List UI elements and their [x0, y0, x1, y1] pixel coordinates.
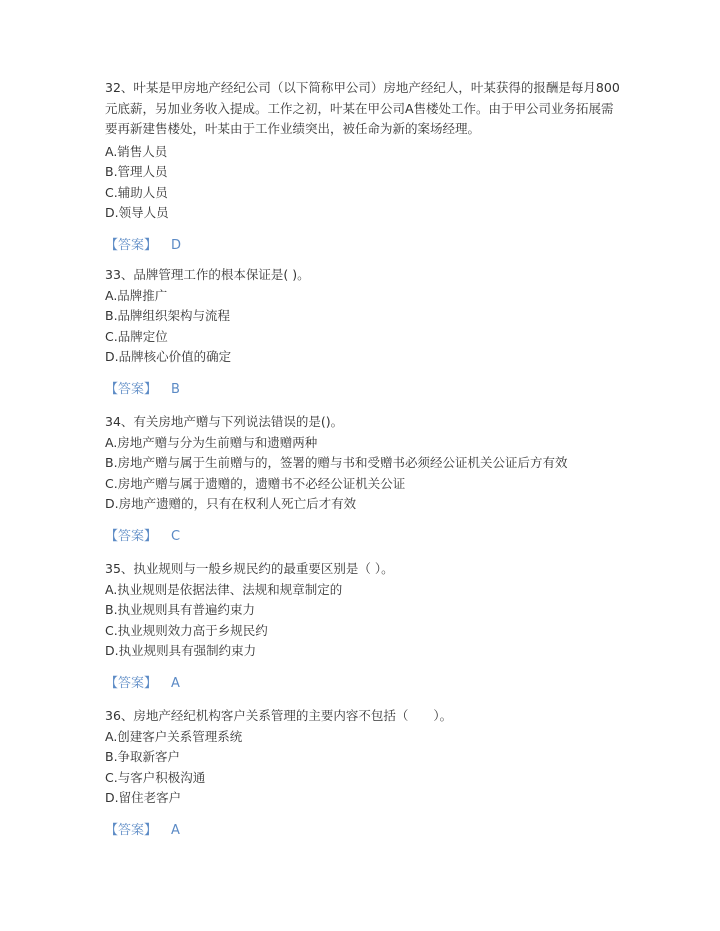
option-a: A.房地产赠与分为生前赠与和遗赠两种 — [105, 434, 318, 450]
answer-line — [105, 236, 620, 256]
answer-value: D — [171, 237, 182, 253]
answer-label: 【答案】 — [105, 381, 158, 397]
option-d: D.品牌核心价值的确定 — [105, 349, 232, 364]
option-c: C.与客户积极沟通 — [105, 769, 206, 785]
option-b: B.争取新客户 — [105, 749, 181, 764]
answer-line — [105, 821, 620, 841]
question-stem: 36、房地产经纪机构客户关系管理的主要内容不包括（ ）。 — [105, 708, 453, 723]
question-stem: 32、叶某是甲房地产经纪公司（以下简称甲公司）房地产经纪人，叶某获得的报酬是每月800元底薪，另加业务收入提成。工作之初，叶某在甲公司A售楼处工作。由于甲公司业务拓展需要再新建售楼处，叶某由于工作业绩突出，被任命为新的案场经理。 — [105, 80, 620, 136]
option-b: B.执业规则具有普遍约束力 — [105, 602, 256, 617]
answer-value: A — [171, 822, 180, 838]
option-c: C.房地产赠与属于遗赠的，遗赠书不必经公证机关公证 — [105, 475, 406, 491]
option-d: D.领导人员 — [105, 205, 169, 220]
question-32 — [105, 78, 620, 256]
question-34 — [105, 412, 620, 547]
option-b: B.品牌组织架构与流程 — [105, 308, 231, 323]
option-a: A.品牌推广 — [105, 287, 168, 303]
answer-label: 【答案】 — [105, 675, 158, 691]
answer-line — [105, 380, 620, 400]
question-stem: 33、品牌管理工作的根本保证是( )。 — [105, 267, 310, 282]
question-stem: 35、执业规则与一般乡规民约的最重要区别是（ ）。 — [105, 561, 394, 576]
question-33 — [105, 265, 620, 400]
option-d: D.房地产遗赠的，只有在权利人死亡后才有效 — [105, 496, 357, 511]
question-35 — [105, 559, 620, 694]
answer-line — [105, 527, 620, 547]
answer-value: B — [171, 381, 180, 397]
option-a: A.执业规则是依据法律、法规和规章制定的 — [105, 581, 343, 597]
option-d: D.执业规则具有强制约束力 — [105, 643, 257, 658]
option-b: B.房地产赠与属于生前赠与的，签署的赠与书和受赠书必须经公证机关公证后方有效 — [105, 455, 568, 470]
option-b: B.管理人员 — [105, 164, 168, 179]
answer-line — [105, 674, 620, 694]
question-36 — [105, 706, 620, 841]
answer-value: A — [171, 675, 180, 691]
answer-label: 【答案】 — [105, 237, 158, 253]
option-a: A.创建客户关系管理系统 — [105, 728, 243, 744]
option-d: D.留住老客户 — [105, 790, 182, 805]
option-c: C.执业规则效力高于乡规民约 — [105, 622, 268, 638]
option-a: A.销售人员 — [105, 143, 168, 159]
answer-value: C — [171, 528, 181, 544]
answer-label: 【答案】 — [105, 528, 158, 544]
question-stem: 34、有关房地产赠与下列说法错误的是()。 — [105, 414, 344, 429]
answer-label: 【答案】 — [105, 822, 158, 838]
option-c: C.辅助人员 — [105, 184, 168, 200]
option-c: C.品牌定位 — [105, 328, 168, 344]
